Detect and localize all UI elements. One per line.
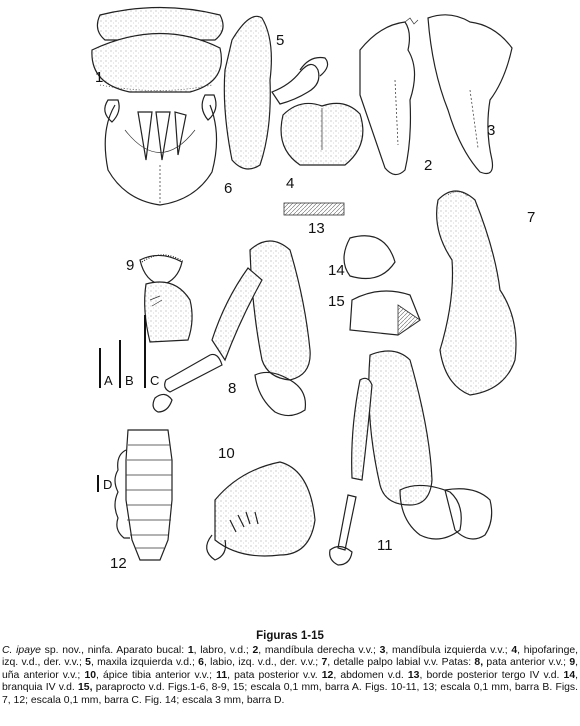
fig-13-tergum-border-drawing xyxy=(284,203,344,215)
fig-12-abdomen-drawing xyxy=(115,430,172,560)
fig-9-claw-drawing xyxy=(140,255,192,342)
caption-figure-desc: , mandíbula derecha v.v.; xyxy=(258,644,380,656)
fig-14-gill-drawing xyxy=(344,236,395,279)
figure-number: 14 xyxy=(328,262,345,279)
figure-number: 15 xyxy=(328,293,345,310)
caption-title: Figuras 1-15 xyxy=(256,630,324,642)
scale-bar-label-a: A xyxy=(104,373,113,388)
figure-number: 13 xyxy=(308,220,325,237)
caption-figure-desc: , mandíbula izquierda v.v.; xyxy=(385,644,512,656)
caption-figure-desc: , labio, izq. v.d., der. v.v.; xyxy=(203,657,322,669)
caption-figure-ref: 3 xyxy=(379,644,386,656)
caption-figure-ref: 1 xyxy=(187,644,194,656)
figure-number: 5 xyxy=(276,32,285,49)
figure-number: 6 xyxy=(224,180,233,197)
fig-6-labium-drawing xyxy=(105,95,217,205)
figure-number: 3 xyxy=(487,122,496,139)
caption-figure-ref: 13 xyxy=(407,669,420,681)
caption-figure-desc: , detalle palpo labial v.v. Patas: xyxy=(327,657,475,669)
caption-figure-desc: , borde posterior tergo IV v.d. xyxy=(419,669,564,681)
caption-figure-ref: 15, xyxy=(78,682,93,694)
caption-figure-desc: , maxila izquierda v.d.; xyxy=(90,657,199,669)
caption-figure-ref: 8, xyxy=(474,657,484,669)
caption-figure-desc: pata anterior v.v.; xyxy=(483,657,570,669)
caption-figure-desc: , abdomen v.d. xyxy=(333,669,408,681)
figure-number: 12 xyxy=(110,555,127,572)
caption-figure-ref: 12 xyxy=(321,669,334,681)
fig-15-paraproct-drawing xyxy=(350,291,420,335)
figure-number: 10 xyxy=(218,445,235,462)
caption-figure-ref: 10 xyxy=(84,669,96,681)
fig-2-right-mandible-drawing xyxy=(360,18,418,175)
caption-figure-ref: 9 xyxy=(569,657,576,669)
caption-figure-ref: 6 xyxy=(198,657,204,669)
caption-figure-desc: , uña anterior v.v.; xyxy=(2,657,579,681)
figure-number: 7 xyxy=(527,209,536,226)
caption-figure-ref: 14 xyxy=(563,669,576,681)
caption-figure-desc: , branquia IV v.d. xyxy=(2,669,578,694)
caption-figure-desc: , pata posterior v.v. xyxy=(227,669,322,681)
caption-intro: sp. nov., ninfa. Aparato bucal: xyxy=(40,644,188,656)
fig-3-left-mandible-drawing xyxy=(428,15,512,174)
caption-figure-ref: 11 xyxy=(216,669,228,681)
caption-figure-ref: 2 xyxy=(252,644,259,656)
scale-bar-label-c: C xyxy=(150,373,160,388)
caption-figure-desc: paraprocto v.d. Figs.1-6, 8-9, 15; escala 0,1 mm, barra A. Figs. 10-11, 13; escala 0,1 mm, barra B. Figs. 7, 12; escala 0,1 mm, barra C. Fig. 14; escala 3 mm, barra D. xyxy=(2,682,578,706)
caption-figure-desc: , labro, v.d.; xyxy=(193,644,253,656)
caption-figure-ref: 7 xyxy=(321,657,328,669)
fig-1-labrum-drawing xyxy=(92,8,223,93)
caption-figure-desc: , hipofaringe, izq. v.d., der. v.v.; xyxy=(2,644,579,669)
figure-number: 11 xyxy=(377,537,393,554)
caption-figure-ref: 4 xyxy=(511,644,518,656)
caption-figure-ref: 5 xyxy=(85,657,91,669)
figure-number: 2 xyxy=(424,157,433,174)
fig-10-tibia-apex-drawing xyxy=(207,462,315,560)
figure-number: 1 xyxy=(95,69,104,86)
figure-number: 8 xyxy=(228,380,237,397)
figure-caption xyxy=(2,630,578,708)
caption-species: C. ipaye xyxy=(2,644,41,656)
caption-figure-desc: , ápice tibia anterior v.v.; xyxy=(96,669,217,681)
fig-7-labial-palp-drawing xyxy=(437,191,516,395)
figure-number: 4 xyxy=(286,175,295,192)
caption-body xyxy=(2,645,578,708)
fig-4-hypopharynx-drawing xyxy=(281,103,363,165)
scale-bar-label-b: B xyxy=(125,373,134,388)
scale-bar-label-d: D xyxy=(103,477,113,492)
figure-number: 9 xyxy=(126,257,135,274)
